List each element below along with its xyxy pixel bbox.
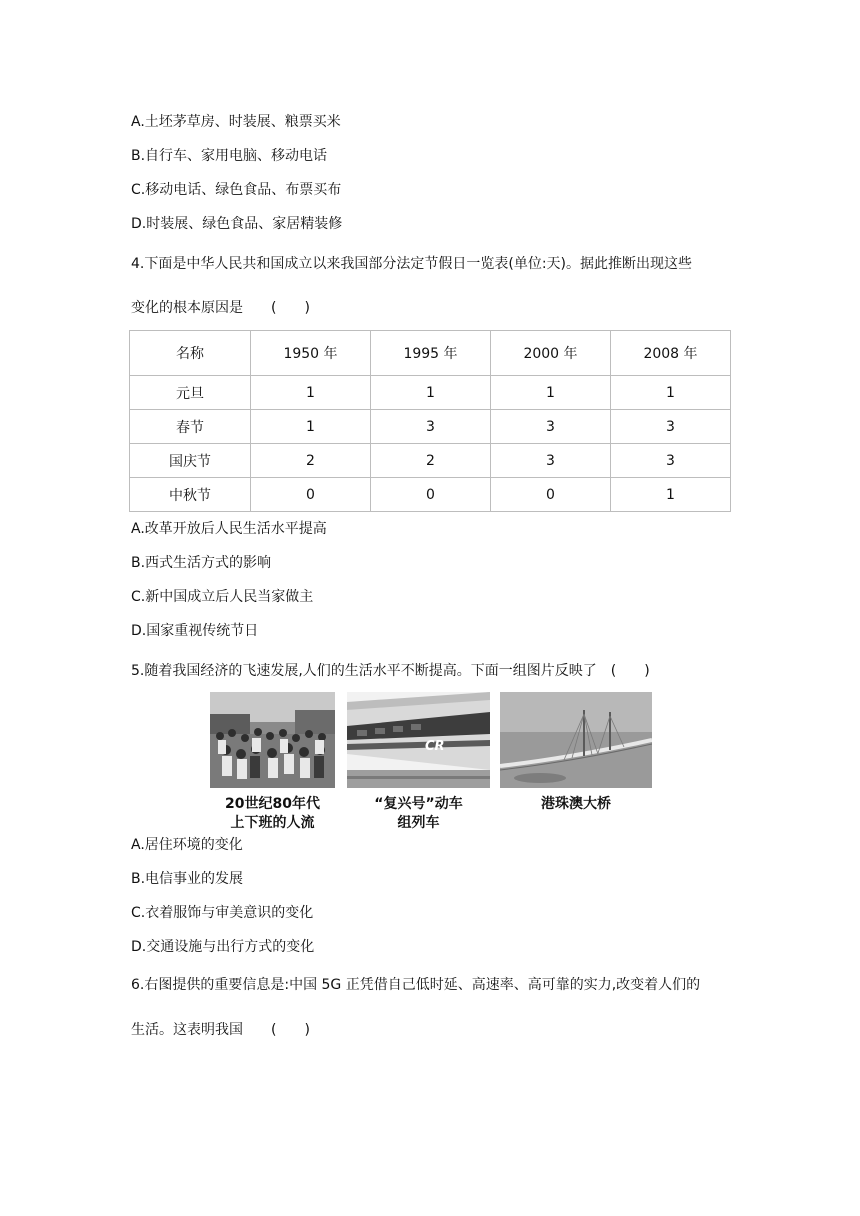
crowd-photo [210, 692, 335, 788]
table-header-cell: 1995 年 [371, 331, 491, 376]
bridge-caption-line1: 港珠澳大桥 [541, 796, 611, 812]
table-cell: 3 [611, 444, 731, 478]
crowd-caption-line2: 上下班的人流 [230, 815, 315, 831]
q5-option-d: D.交通设施与出行方式的变化 [131, 939, 315, 955]
train-caption-line2: 组列车 [397, 815, 440, 831]
table-cell: 3 [611, 410, 731, 444]
table-cell: 0 [491, 478, 611, 512]
q5-option-b: B.电信事业的发展 [131, 871, 244, 887]
bridge-caption [500, 795, 652, 814]
table-row [130, 376, 731, 410]
table-cell: 1 [371, 376, 491, 410]
bridge-photo [500, 692, 652, 788]
table-cell: 1 [611, 376, 731, 410]
q4-stem-line2: 变化的根本原因是 ( ) [131, 300, 310, 316]
q4-option-a: A.改革开放后人民生活水平提高 [131, 521, 327, 537]
q3-option-d: D.时装展、绿色食品、家居精装修 [131, 216, 343, 232]
table-cell: 1 [251, 376, 371, 410]
table-cell: 中秋节 [130, 478, 251, 512]
table-row [130, 478, 731, 512]
q4-option-b: B.西式生活方式的影响 [131, 555, 272, 571]
q5-option-a: A.居住环境的变化 [131, 837, 243, 853]
q4-stem-line1: 4.下面是中华人民共和国成立以来我国部分法定节假日一览表(单位:天)。据此推断出现这些 [131, 256, 692, 272]
table-header-cell: 名称 [130, 331, 251, 376]
q5-option-c: C.衣着服饰与审美意识的变化 [131, 905, 314, 921]
q6-stem-line1: 6.右图提供的重要信息是:中国 5G 正凭借自己低时延、高速率、高可靠的实力,改变着人们的 [131, 977, 701, 993]
table-cell: 2 [251, 444, 371, 478]
table-row [130, 410, 731, 444]
table-cell: 1 [491, 376, 611, 410]
table-cell: 1 [251, 410, 371, 444]
crowd-caption-line1: 20世纪80年代 [225, 796, 320, 812]
q5-stem: 5.随着我国经济的飞速发展,人们的生活水平不断提高。下面一组图片反映了 ( ) [131, 663, 650, 679]
table-cell: 元旦 [130, 376, 251, 410]
table-row [130, 444, 731, 478]
train-caption-line1: “复兴号”动车 [374, 796, 463, 812]
table-header-row [130, 331, 731, 376]
q3-option-a: A.土坯茅草房、时装展、粮票买米 [131, 114, 341, 130]
table-cell: 国庆节 [130, 444, 251, 478]
table-cell: 3 [491, 410, 611, 444]
q4-option-c: C.新中国成立后人民当家做主 [131, 589, 314, 605]
table-cell: 2 [371, 444, 491, 478]
table-header-cell: 2000 年 [491, 331, 611, 376]
q3-option-c: C.移动电话、绿色食品、布票买布 [131, 182, 342, 198]
table-cell: 1 [611, 478, 731, 512]
train-caption [347, 795, 490, 833]
table-cell: 0 [371, 478, 491, 512]
table-cell: 春节 [130, 410, 251, 444]
table-header-cell: 1950 年 [251, 331, 371, 376]
table-header-cell: 2008 年 [611, 331, 731, 376]
train-logo: CR [425, 739, 445, 754]
holiday-table [129, 330, 731, 512]
q4-option-d: D.国家重视传统节日 [131, 623, 259, 639]
q6-stem-line2: 生活。这表明我国 ( ) [131, 1022, 310, 1038]
train-photo [347, 692, 490, 788]
table-cell: 3 [491, 444, 611, 478]
table-cell: 3 [371, 410, 491, 444]
crowd-caption [210, 795, 335, 833]
table-cell: 0 [251, 478, 371, 512]
q3-option-b: B.自行车、家用电脑、移动电话 [131, 148, 328, 164]
